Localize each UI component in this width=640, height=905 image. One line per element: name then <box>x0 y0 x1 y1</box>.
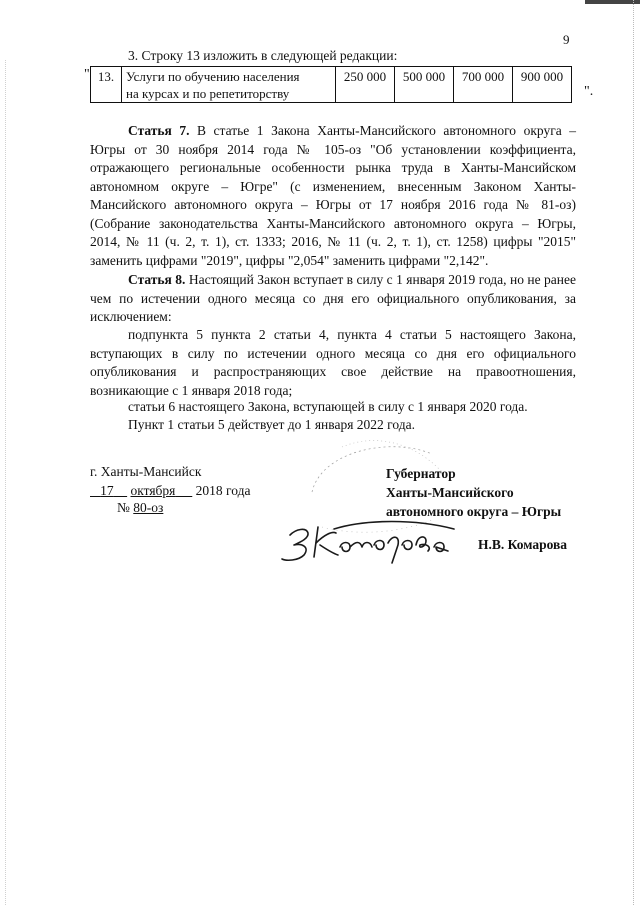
law-number-value: 80-оз <box>133 500 164 515</box>
governor-title-line-3: автономного округа – Югры <box>386 504 562 519</box>
article-7-text: В статье 1 Закона Ханты-Мансийского автономного округа – Югры от 30 ноября 2014 года № 105-оз "Об установлении коэффициента, отражающего региональные особенности рынка труда в Ханты-Мансийском автономном округе – Югре" (с изменением, внесенным Законом Ханты-Мансийского автономного округа – Югры от 17 ноября 2016 года № 81-оз) (Собрание законодательства Ханты-Мансийского автономного округа – Югры, 2014, № 11 (ч. 2, т. 1), ст. 1333; 2016, № 11 (ч. 2, т. 1), ст. 1258) цифры "2015" заменить цифрами "2019", цифры "2,054" заменить цифрами "2,142". <box>90 123 577 268</box>
handwritten-signature <box>276 505 476 567</box>
signing-city: г. Ханты-Мансийск <box>90 464 202 479</box>
value-cell-4: 900 000 <box>513 67 572 103</box>
service-description-cell <box>122 67 336 103</box>
table-row <box>91 67 572 103</box>
article-8-text: Настоящий Закон вступает в силу с 1 января 2019 года, но не ранее чем по истечении одного месяца со дня его официального опубликования, за исключением: <box>90 272 577 324</box>
scan-edge-left <box>5 60 7 905</box>
value-cell-1: 250 000 <box>336 67 395 103</box>
article-8-heading: Статья 8. <box>128 272 186 287</box>
governor-title-line-1: Губернатор <box>386 466 456 481</box>
signing-date <box>90 483 250 499</box>
article-7-heading: Статья 7. <box>128 123 190 138</box>
article-7-paragraph <box>90 122 576 270</box>
quote-close: ". <box>584 84 594 99</box>
value-cell-3: 700 000 <box>454 67 513 103</box>
article-8-paragraph <box>90 271 576 327</box>
description-line-2: на курсах и по репетиторству <box>126 86 290 101</box>
signing-day: 17 <box>100 483 114 498</box>
article-8-exception-1: подпункта 5 пункта 2 статьи 4, пункта 4 статьи 5 настоящего Закона, вступающих в силу по истечении одного месяца со дня его официального опубликования и распространяющих свое действие на правоотношения, возникающие с 1 января 2018 года; <box>90 327 576 398</box>
value-cell-2: 500 000 <box>395 67 454 103</box>
article-8-point-1: Пункт 1 статьи 5 действует до 1 января 2022 года. <box>128 417 415 432</box>
number-sign: № <box>117 500 130 515</box>
description-line-1: Услуги по обучению населения <box>126 69 300 84</box>
quote-open: " <box>84 67 90 82</box>
signing-month: октября <box>130 483 176 498</box>
amendment-intro: 3. Строку 13 изложить в следующей редакции: <box>128 48 398 63</box>
governor-name: Н.В. Комарова <box>478 537 568 552</box>
row-number-cell: 13. <box>91 67 122 103</box>
governor-title-line-2: Ханты-Мансийского <box>386 485 514 500</box>
law-number <box>90 500 163 516</box>
amendment-table <box>90 66 572 103</box>
page-number: 9 <box>563 32 570 47</box>
article-8-exception-2: статьи 6 настоящего Закона, вступающей в силу с 1 января 2020 года. <box>128 399 528 414</box>
scan-edge-right <box>632 0 634 905</box>
signing-year: 2018 года <box>195 483 251 498</box>
